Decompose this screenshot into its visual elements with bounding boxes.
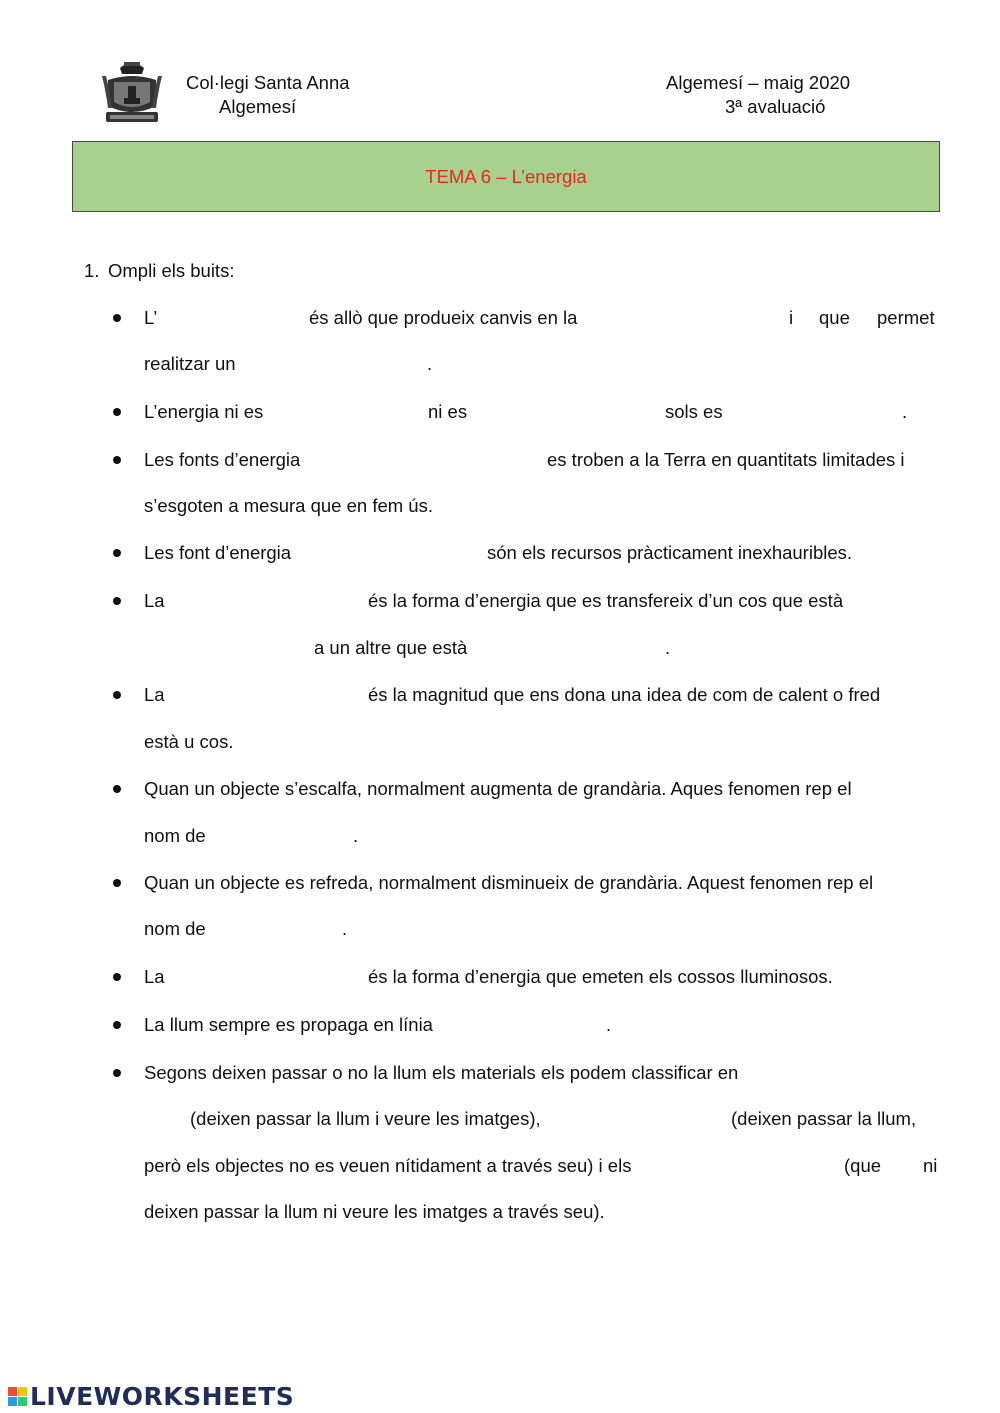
evaluation-label: 3ª avaluació (725, 96, 826, 117)
text-line: sols es (665, 401, 723, 422)
text-line: Les fonts d’energia (144, 449, 301, 470)
bullet-icon (113, 456, 121, 464)
text-line: . (606, 1014, 612, 1035)
bullet-icon (113, 408, 121, 416)
text-line: . (902, 401, 908, 422)
text-line: (que (844, 1155, 882, 1176)
text-line: és allò que produeix canvis en la (309, 307, 578, 328)
text-line: (deixen passar la llum, (731, 1108, 917, 1129)
text-span: és la forma d’energia que es transfereix d’un cos que està (368, 590, 844, 611)
text-line: La (144, 590, 165, 611)
text-line: Segons deixen passar o no la llum els materials els podem classificar en (144, 1062, 739, 1083)
liveworksheets-blocks-icon (8, 1387, 27, 1406)
text-line: deixen passar la llum ni veure les imatges a través seu). (144, 1201, 605, 1222)
bullet-icon (113, 879, 121, 887)
bullet-icon (113, 314, 121, 322)
bullet-icon (113, 1069, 121, 1077)
text-line: . (353, 825, 359, 846)
text-line: . (665, 637, 671, 658)
text-line: permet (877, 307, 935, 328)
text-line: és la forma d’energia que emeten els cossos lluminosos. (368, 966, 833, 987)
text-line: Quan un objecte es refreda, normalment disminueix de grandària. Aquest fenomen rep el (144, 872, 874, 893)
text-line: nom de (144, 825, 206, 846)
text-line: es troben a la Terra en quantitats limitades i (547, 449, 905, 470)
text-line: Les font d’energia (144, 542, 292, 563)
school-town: Algemesí (219, 96, 297, 117)
place-date: Algemesí – maig 2020 (666, 72, 851, 93)
liveworksheets-brand: LIVEWORKSHEETS (30, 1381, 295, 1411)
text-line: La (144, 684, 165, 705)
exercise-number: 1. (84, 260, 100, 281)
text-line: són els recursos pràcticament inexhauribles. (487, 542, 853, 563)
bullet-icon (113, 549, 121, 557)
text-line: . (342, 918, 348, 939)
liveworksheets-logo (8, 1382, 294, 1410)
school-crest-icon (100, 58, 164, 130)
text-line: nom de (144, 918, 206, 939)
text-line: és la magnitud que ens dona una idea de com de calent o fred (368, 684, 881, 705)
text-line: Quan un objecte s’escalfa, normalment augmenta de grandària. Aques fenomen rep el (144, 778, 852, 799)
text-line: a un altre que està (314, 637, 468, 658)
text-line: L’energia ni es (144, 401, 264, 422)
text-line: realitzar un (144, 353, 236, 374)
bullet-icon (113, 597, 121, 605)
text-line: està u cos. (144, 731, 234, 752)
text-line: L’ (144, 307, 158, 328)
text-line: La llum sempre es propaga en línia (144, 1014, 433, 1035)
text-line: però els objectes no es veuen nítidament a través seu) i els (144, 1155, 632, 1176)
title-banner (72, 141, 940, 212)
text-line: i (789, 307, 794, 328)
bullet-icon (113, 785, 121, 793)
text-line: La (144, 966, 165, 987)
text-line: . (427, 353, 433, 374)
text-line (368, 590, 939, 612)
bullet-icon (113, 1021, 121, 1029)
school-name: Col·legi Santa Anna (186, 72, 350, 93)
bullet-icon (113, 691, 121, 699)
page-title: TEMA 6 – L’energia (425, 165, 587, 187)
text-line: que (819, 307, 850, 328)
text-line: ni (923, 1155, 938, 1176)
text-line: s’esgoten a mesura que en fem ús. (144, 495, 433, 516)
text-line: (deixen passar la llum i veure les imatges), (190, 1108, 541, 1129)
bullet-icon (113, 973, 121, 981)
exercise-instruction: Ompli els buits: (108, 260, 235, 281)
text-line: ni es (428, 401, 468, 422)
